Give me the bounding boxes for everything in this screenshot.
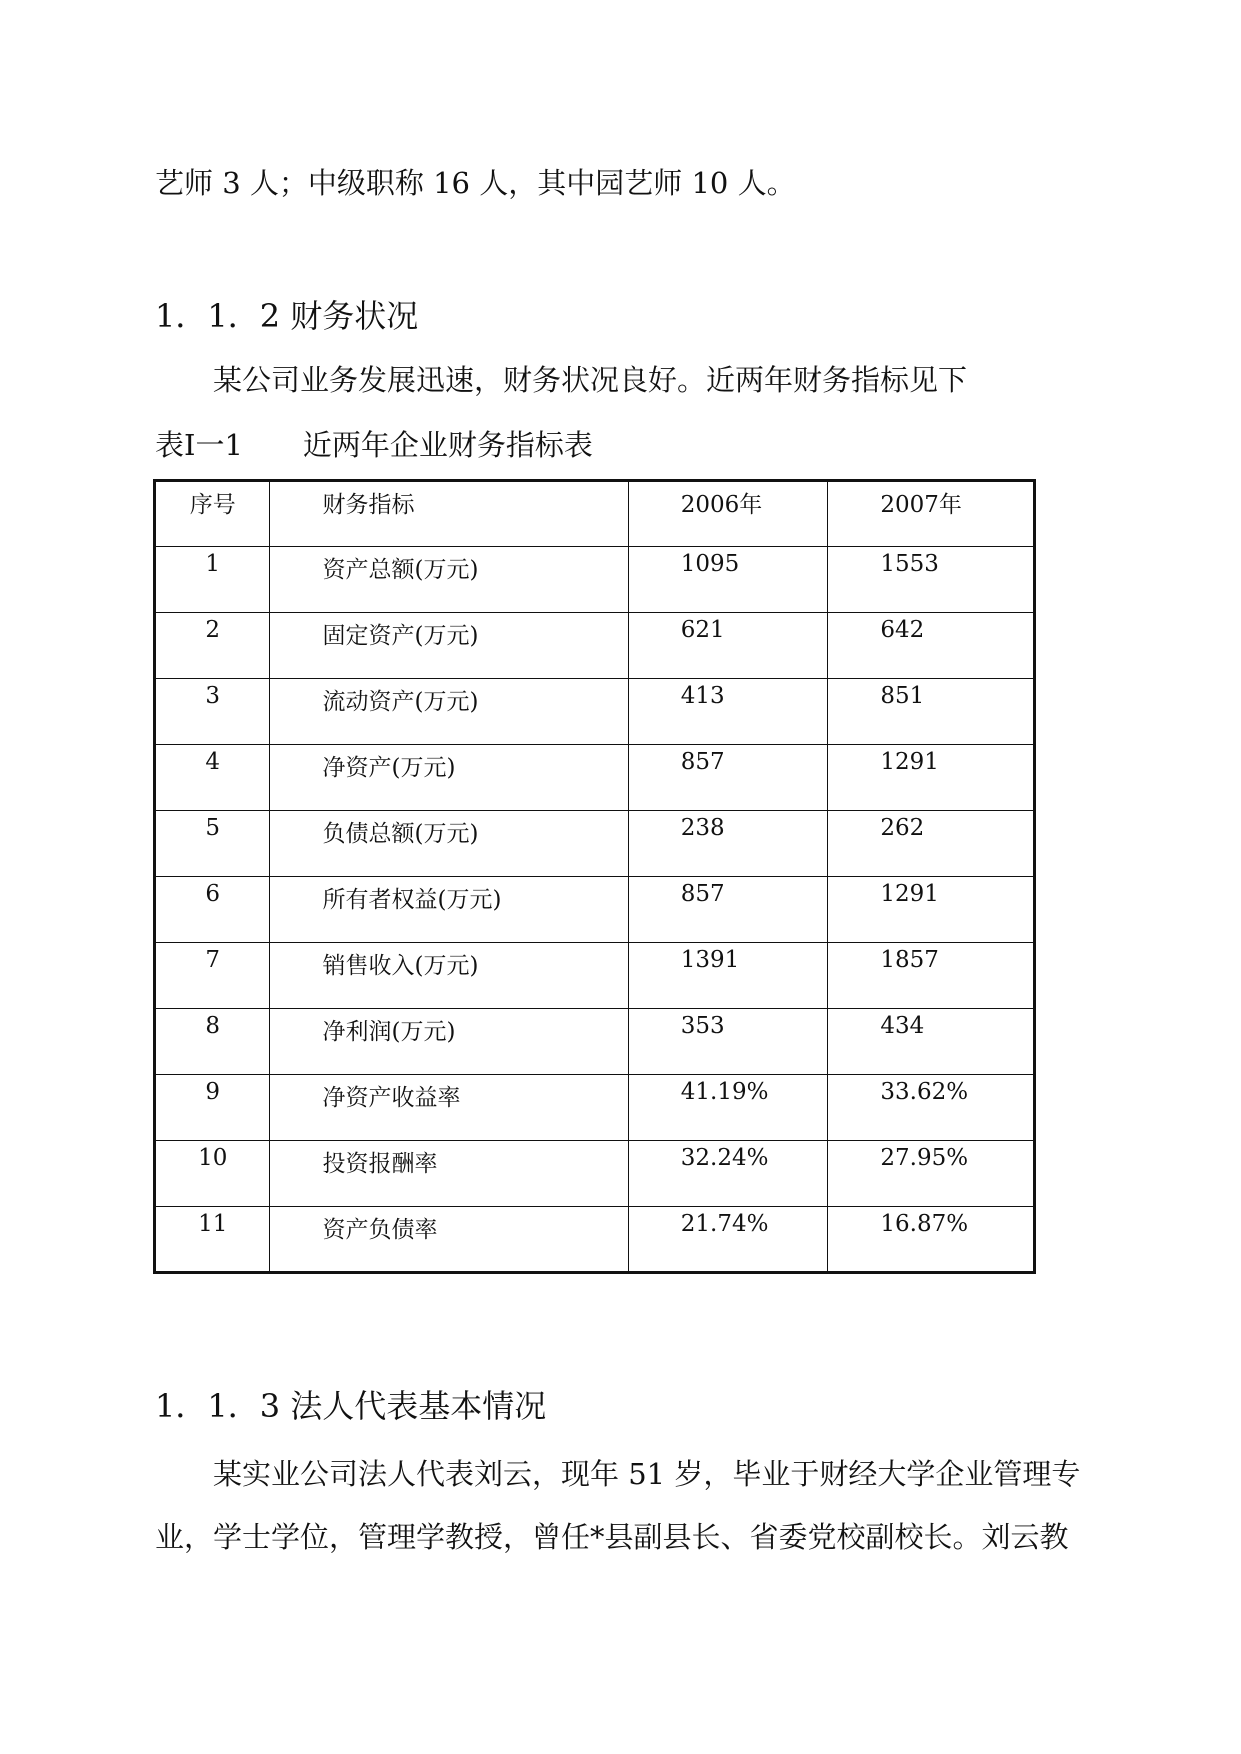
- cell-2006: 1095: [628, 547, 828, 613]
- cell-indicator: 销售收入(万元): [270, 943, 628, 1009]
- cell-indicator: 固定资产(万元): [270, 613, 628, 679]
- table-row: [155, 1207, 1035, 1273]
- table-row: [155, 679, 1035, 745]
- cell-index: 2: [155, 613, 270, 679]
- cell-indicator: 所有者权益(万元): [270, 877, 628, 943]
- cell-2007: 27.95%: [828, 1141, 1035, 1207]
- cell-2006: 621: [628, 613, 828, 679]
- cell-indicator: 流动资产(万元): [270, 679, 628, 745]
- cell-2007: 1553: [828, 547, 1035, 613]
- table-caption-title: 近两年企业财务指标表: [302, 428, 593, 462]
- table-header-row: [155, 481, 1035, 547]
- table-row: [155, 943, 1035, 1009]
- cell-2006: 21.74%: [628, 1207, 828, 1273]
- cell-2007: 1291: [828, 745, 1035, 811]
- cell-2006: 857: [628, 877, 828, 943]
- cell-index: 9: [155, 1075, 270, 1141]
- cell-indicator: 投资报酬率: [270, 1141, 628, 1207]
- cell-2006: 238: [628, 811, 828, 877]
- cell-2006: 1391: [628, 943, 828, 1009]
- cell-index: 3: [155, 679, 270, 745]
- table-row: [155, 613, 1035, 679]
- table-row: [155, 745, 1035, 811]
- cell-indicator: 净利润(万元): [270, 1009, 628, 1075]
- header-2007: 2007年: [828, 481, 1035, 547]
- cell-2007: 33.62%: [828, 1075, 1035, 1141]
- cell-2007: 16.87%: [828, 1207, 1035, 1273]
- section-heading-legal-representative: 1．1．3 法人代表基本情况: [155, 1387, 547, 1425]
- cell-index: 1: [155, 547, 270, 613]
- cell-2007: 642: [828, 613, 1035, 679]
- cell-indicator: 净资产收益率: [270, 1075, 628, 1141]
- table-row: [155, 547, 1035, 613]
- cell-2007: 1291: [828, 877, 1035, 943]
- legal-representative-paragraph-line-1: 某实业公司法人代表刘云，现年 51 岁，毕业于财经大学企业管理专: [213, 1457, 1081, 1491]
- section-heading-financial-status: 1．1．2 财务状况: [155, 297, 419, 335]
- table-caption-number: 表Ⅰ一1: [155, 428, 243, 462]
- cell-2006: 413: [628, 679, 828, 745]
- cell-2006: 32.24%: [628, 1141, 828, 1207]
- cell-2007: 262: [828, 811, 1035, 877]
- intro-paragraph-tail: 艺师 3 人；中级职称 16 人，其中园艺师 10 人。: [155, 166, 796, 200]
- cell-2006: 857: [628, 745, 828, 811]
- header-index: 序号: [155, 481, 270, 547]
- cell-2007: 1857: [828, 943, 1035, 1009]
- table-caption: [155, 425, 593, 465]
- cell-indicator: 负债总额(万元): [270, 811, 628, 877]
- legal-representative-paragraph-line-2: 业，学士学位，管理学教授，曾任*县副县长、省委党校副校长。刘云教: [155, 1520, 1069, 1554]
- cell-index: 6: [155, 877, 270, 943]
- cell-index: 5: [155, 811, 270, 877]
- table-row: [155, 811, 1035, 877]
- financial-status-paragraph: 某公司业务发展迅速，财务状况良好。近两年财务指标见下: [213, 363, 968, 397]
- cell-indicator: 净资产(万元): [270, 745, 628, 811]
- cell-index: 10: [155, 1141, 270, 1207]
- cell-2006: 41.19%: [628, 1075, 828, 1141]
- cell-index: 7: [155, 943, 270, 1009]
- cell-indicator: 资产总额(万元): [270, 547, 628, 613]
- cell-index: 4: [155, 745, 270, 811]
- table-row: [155, 1009, 1035, 1075]
- cell-2007: 851: [828, 679, 1035, 745]
- financial-indicators-table: [153, 479, 1036, 1274]
- header-2006: 2006年: [628, 481, 828, 547]
- header-indicator: 财务指标: [270, 481, 628, 547]
- cell-2007: 434: [828, 1009, 1035, 1075]
- table-row: [155, 1141, 1035, 1207]
- table-row: [155, 1075, 1035, 1141]
- cell-indicator: 资产负债率: [270, 1207, 628, 1273]
- table-row: [155, 877, 1035, 943]
- cell-2006: 353: [628, 1009, 828, 1075]
- cell-index: 8: [155, 1009, 270, 1075]
- cell-index: 11: [155, 1207, 270, 1273]
